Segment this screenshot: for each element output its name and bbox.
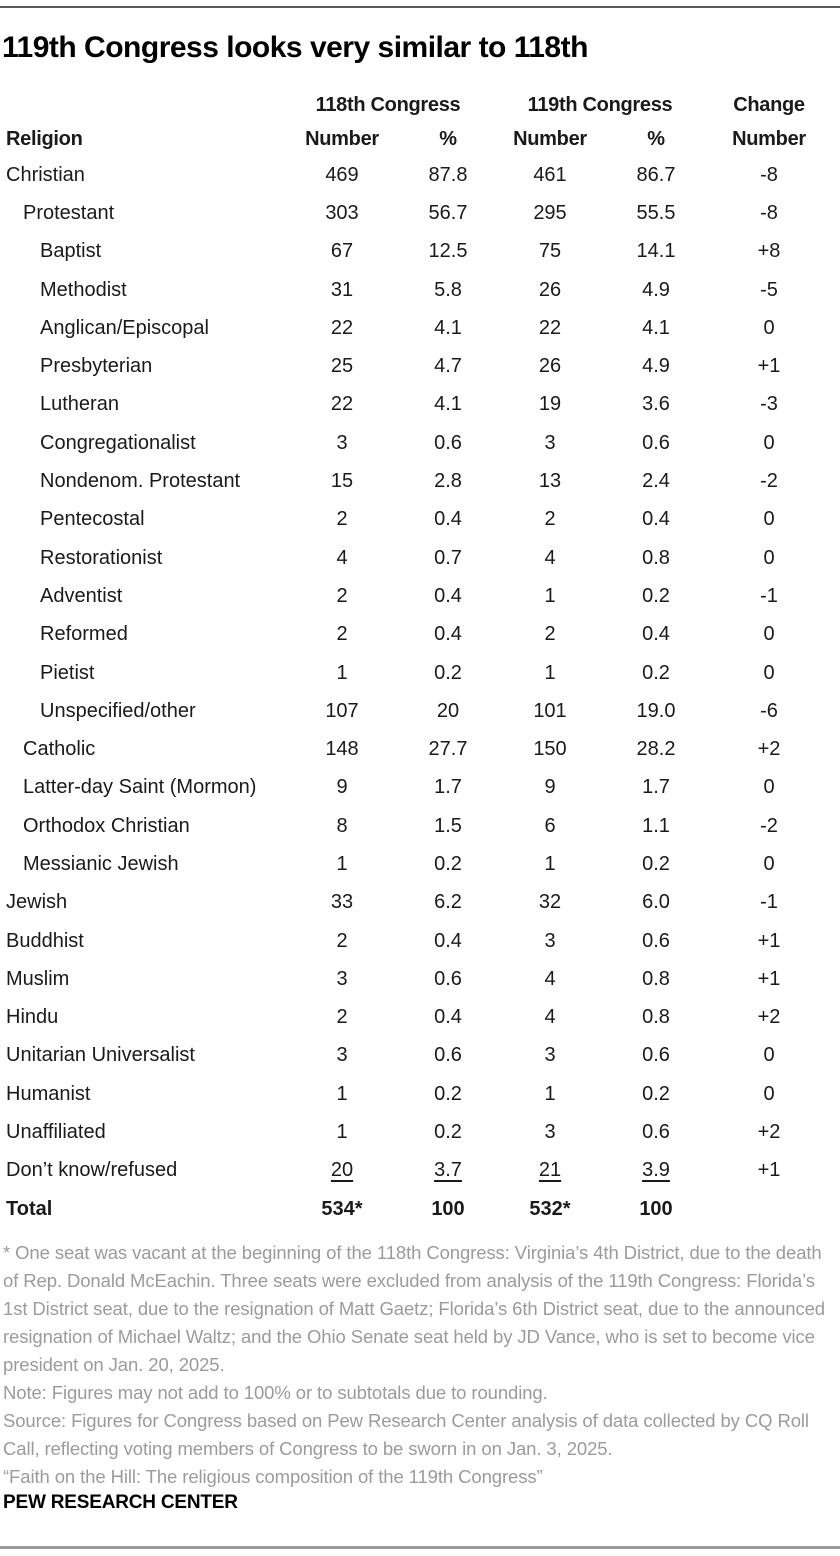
value-cell: 55.5: [636, 201, 676, 224]
value-cell: 469: [325, 163, 359, 186]
value-cell: 5.8: [434, 278, 462, 301]
religion-label: Catholic: [23, 738, 96, 761]
value-cell: 4: [544, 546, 556, 569]
value-cell: 22: [330, 316, 354, 339]
religion-label: Hindu: [6, 1006, 59, 1029]
group-header-118th: 118th Congress: [315, 93, 461, 116]
value-cell: 1: [544, 1082, 556, 1105]
value-cell: -8: [760, 163, 778, 186]
religion-label: Restorationist: [40, 546, 163, 569]
value-cell: 4.9: [642, 355, 670, 378]
religion-label: Pietist: [40, 661, 95, 684]
value-cell: 4.1: [434, 393, 462, 416]
table-row: [0, 960, 840, 998]
value-cell: 32: [538, 891, 562, 914]
value-cell: 75: [538, 240, 562, 263]
value-cell: 0.4: [434, 623, 462, 646]
value-cell: 19: [538, 393, 562, 416]
value-cell: 28.2: [636, 738, 676, 761]
value-cell: -8: [760, 201, 778, 224]
value-cell: 101: [533, 699, 567, 722]
footnotes: [3, 1239, 835, 1491]
table-row: [0, 462, 840, 500]
value-cell: 0: [763, 1082, 775, 1105]
value-cell: 0.2: [434, 852, 462, 875]
value-cell: 6: [544, 814, 556, 837]
value-cell: 3: [544, 929, 556, 952]
value-cell: 2: [544, 623, 556, 646]
value-cell: +8: [757, 240, 781, 263]
bottom-rule: [0, 1546, 840, 1549]
rounding-note: Note: Figures may not add to 100% or to subtotals due to rounding.: [3, 1382, 548, 1403]
value-cell: 8: [336, 814, 348, 837]
value-cell: 0.4: [434, 929, 462, 952]
religion-label: Unspecified/other: [40, 699, 196, 722]
value-cell: 27.7: [428, 738, 468, 761]
table-row: [0, 1037, 840, 1075]
value-cell: 0.2: [642, 584, 670, 607]
value-cell: 13: [538, 470, 562, 493]
religion-label: Baptist: [40, 240, 102, 263]
value-cell: 1.1: [642, 814, 670, 837]
col-header-religion: Religion: [6, 127, 83, 150]
religion-label: Total: [6, 1197, 53, 1220]
value-cell: 0: [763, 1044, 775, 1067]
value-cell: 0.2: [434, 1121, 462, 1144]
value-cell: 15: [330, 470, 354, 493]
value-cell: 2: [336, 1006, 348, 1029]
religion-label: Orthodox Christian: [23, 814, 190, 837]
value-cell: 19.0: [636, 699, 676, 722]
value-cell: 0.6: [434, 967, 462, 990]
table-row: [0, 692, 840, 730]
source-note: Source: Figures for Congress based on Pew Research Center analysis of data collected by CQ Roll Call, reflecting voting members of Congress to be sworn in on Jan. 3, 2025.: [3, 1410, 809, 1459]
value-cell: 2: [544, 508, 556, 531]
value-cell: 22: [538, 316, 562, 339]
value-cell: 20: [436, 699, 460, 722]
value-cell: -2: [760, 814, 778, 837]
value-cell: 6.0: [642, 891, 670, 914]
value-cell: 3: [544, 1044, 556, 1067]
table-row: [0, 386, 840, 424]
value-cell: 0.8: [642, 967, 670, 990]
value-cell: 0: [763, 776, 775, 799]
value-cell: 0.2: [642, 852, 670, 875]
table-body: [0, 156, 840, 1228]
table-row: [0, 233, 840, 271]
value-cell: 3.6: [642, 393, 670, 416]
value-cell: 1: [336, 661, 348, 684]
table-row: [0, 884, 840, 922]
value-cell: 0.4: [642, 623, 670, 646]
value-cell: 534*: [321, 1197, 363, 1220]
value-cell: 295: [533, 201, 567, 224]
table-row: [0, 347, 840, 385]
religion-label: Christian: [6, 163, 85, 186]
value-cell: 1: [336, 852, 348, 875]
religion-label: Pentecostal: [40, 508, 145, 531]
value-cell: 303: [325, 201, 359, 224]
value-cell: 2: [336, 929, 348, 952]
value-cell: 107: [325, 699, 359, 722]
religion-table: [0, 88, 840, 1228]
value-cell: 0.8: [642, 546, 670, 569]
table-row: [0, 194, 840, 232]
value-cell: 3.9: [642, 1159, 670, 1182]
value-cell: 3: [336, 431, 348, 454]
table-row: [0, 309, 840, 347]
value-cell: 20: [330, 1159, 354, 1182]
value-cell: 4.9: [642, 278, 670, 301]
asterisk-note: * One seat was vacant at the beginning of the 118th Congress: Virginia’s 4th District, due to the death of Rep. Donald McEachin. Three seats were excluded from analysis of the 119th Congress: Florida’s 1st District seat, due to the resignation of Matt Gaetz; Florida’s 6th District seat, due to the announced resignation of Michael Waltz; and the Ohio Senate seat held by JD Vance, who is set to become vice president on Jan. 20, 2025.: [3, 1242, 826, 1375]
value-cell: 33: [330, 891, 354, 914]
religion-label: Lutheran: [40, 393, 119, 416]
table-row: [0, 807, 840, 845]
religion-label: Jewish: [6, 891, 68, 914]
value-cell: 532*: [529, 1197, 571, 1220]
value-cell: 0.6: [642, 1121, 670, 1144]
table-row: [0, 1075, 840, 1113]
religion-label: Muslim: [6, 967, 70, 990]
value-cell: +2: [757, 1121, 781, 1144]
value-cell: 0.6: [642, 1044, 670, 1067]
value-cell: 67: [330, 240, 354, 263]
table-row: [0, 999, 840, 1037]
value-cell: +2: [757, 1006, 781, 1029]
value-cell: 0.2: [434, 1082, 462, 1105]
table-row: [0, 156, 840, 194]
table-row: [0, 769, 840, 807]
value-cell: 6.2: [434, 891, 462, 914]
group-header-change: Change: [733, 93, 805, 116]
top-rule: [0, 6, 840, 8]
value-cell: 14.1: [636, 240, 676, 263]
value-cell: 0.6: [642, 929, 670, 952]
value-cell: 100: [431, 1197, 465, 1220]
value-cell: 0: [763, 508, 775, 531]
value-cell: 2.8: [434, 470, 462, 493]
value-cell: 3: [336, 1044, 348, 1067]
value-cell: 0.4: [434, 508, 462, 531]
religion-label: Anglican/Episcopal: [40, 316, 209, 339]
table-row: [0, 424, 840, 462]
table-row: [0, 271, 840, 309]
value-cell: 87.8: [428, 163, 468, 186]
value-cell: 4: [544, 967, 556, 990]
table-row: [0, 577, 840, 615]
religion-label: Don’t know/refused: [6, 1159, 178, 1182]
value-cell: 461: [533, 163, 567, 186]
religion-label: Methodist: [40, 278, 127, 301]
value-cell: 0: [763, 431, 775, 454]
religion-label: Nondenom. Protestant: [40, 470, 241, 493]
value-cell: 1: [544, 584, 556, 607]
value-cell: 0.6: [434, 431, 462, 454]
value-cell: -1: [760, 891, 778, 914]
value-cell: 0: [763, 546, 775, 569]
value-cell: 1: [336, 1121, 348, 1144]
pew-research-center-wordmark: PEW RESEARCH CENTER: [3, 1492, 238, 1513]
table-row: [0, 1113, 840, 1151]
value-cell: -1: [760, 584, 778, 607]
value-cell: 0.7: [434, 546, 462, 569]
value-cell: 21: [538, 1159, 562, 1182]
value-cell: 86.7: [636, 163, 676, 186]
table-row: [0, 730, 840, 768]
value-cell: 100: [639, 1197, 673, 1220]
value-cell: 4.1: [642, 316, 670, 339]
value-cell: +1: [757, 355, 781, 378]
table-row: [0, 845, 840, 883]
religion-label: Unitarian Universalist: [6, 1044, 195, 1067]
value-cell: -5: [760, 278, 778, 301]
value-cell: 0.2: [642, 1082, 670, 1105]
value-cell: 1: [544, 852, 556, 875]
religion-label: Messianic Jewish: [23, 852, 179, 875]
value-cell: +2: [757, 738, 781, 761]
col-header-number-119: Number: [513, 127, 587, 150]
table-group-header-row: [0, 88, 840, 122]
table-row: [0, 501, 840, 539]
col-header-pct-119: %: [647, 127, 665, 150]
value-cell: 12.5: [428, 240, 468, 263]
value-cell: 1.5: [434, 814, 462, 837]
group-header-119th: 119th Congress: [527, 93, 673, 116]
value-cell: 1: [544, 661, 556, 684]
value-cell: 22: [330, 393, 354, 416]
value-cell: 0.2: [642, 661, 670, 684]
value-cell: 3: [544, 1121, 556, 1144]
value-cell: 1.7: [434, 776, 462, 799]
value-cell: 4: [544, 1006, 556, 1029]
value-cell: 2: [336, 584, 348, 607]
religion-label: Reformed: [40, 623, 128, 646]
value-cell: 26: [538, 355, 562, 378]
religion-label: Protestant: [23, 201, 115, 224]
value-cell: -3: [760, 393, 778, 416]
value-cell: 0.8: [642, 1006, 670, 1029]
value-cell: 4.1: [434, 316, 462, 339]
value-cell: +1: [757, 967, 781, 990]
value-cell: 0: [763, 316, 775, 339]
value-cell: 3.7: [434, 1159, 462, 1182]
value-cell: 0.6: [642, 431, 670, 454]
value-cell: 0: [763, 623, 775, 646]
value-cell: 0: [763, 852, 775, 875]
value-cell: 1.7: [642, 776, 670, 799]
value-cell: 0.2: [434, 661, 462, 684]
value-cell: +1: [757, 1159, 781, 1182]
table-row: [0, 616, 840, 654]
value-cell: 9: [336, 776, 348, 799]
table-row: [0, 1190, 840, 1228]
table-column-header-row: [0, 122, 840, 156]
value-cell: 26: [538, 278, 562, 301]
value-cell: 2.4: [642, 470, 670, 493]
religion-label: Buddhist: [6, 929, 84, 952]
value-cell: -2: [760, 470, 778, 493]
value-cell: 0.6: [434, 1044, 462, 1067]
table-row: [0, 1152, 840, 1190]
page-title: 119th Congress looks very similar to 118th: [2, 31, 588, 64]
value-cell: 31: [330, 278, 354, 301]
religion-label: Adventist: [40, 584, 123, 607]
col-header-number-118: Number: [305, 127, 379, 150]
value-cell: +1: [757, 929, 781, 952]
table-row: [0, 539, 840, 577]
value-cell: 0.4: [642, 508, 670, 531]
value-cell: 0.4: [434, 1006, 462, 1029]
religion-label: Latter-day Saint (Mormon): [23, 776, 257, 799]
religion-label: Presbyterian: [40, 355, 153, 378]
value-cell: -6: [760, 699, 778, 722]
religion-label: Humanist: [6, 1082, 91, 1105]
value-cell: 4.7: [434, 355, 462, 378]
value-cell: 9: [544, 776, 556, 799]
value-cell: 3: [544, 431, 556, 454]
value-cell: 0.4: [434, 584, 462, 607]
table-row: [0, 922, 840, 960]
value-cell: 150: [533, 738, 567, 761]
value-cell: 1: [336, 1082, 348, 1105]
value-cell: 25: [330, 355, 354, 378]
value-cell: 56.7: [428, 201, 468, 224]
value-cell: 4: [336, 546, 348, 569]
value-cell: 0: [763, 661, 775, 684]
table-row: [0, 654, 840, 692]
col-header-change-number: Number: [732, 127, 806, 150]
value-cell: 148: [325, 738, 359, 761]
report-title-note: “Faith on the Hill: The religious composition of the 119th Congress”: [3, 1466, 543, 1487]
col-header-pct-118: %: [439, 127, 457, 150]
religion-label: Congregationalist: [40, 431, 196, 454]
value-cell: 3: [336, 967, 348, 990]
religion-label: Unaffiliated: [6, 1121, 106, 1144]
value-cell: 2: [336, 623, 348, 646]
value-cell: 2: [336, 508, 348, 531]
